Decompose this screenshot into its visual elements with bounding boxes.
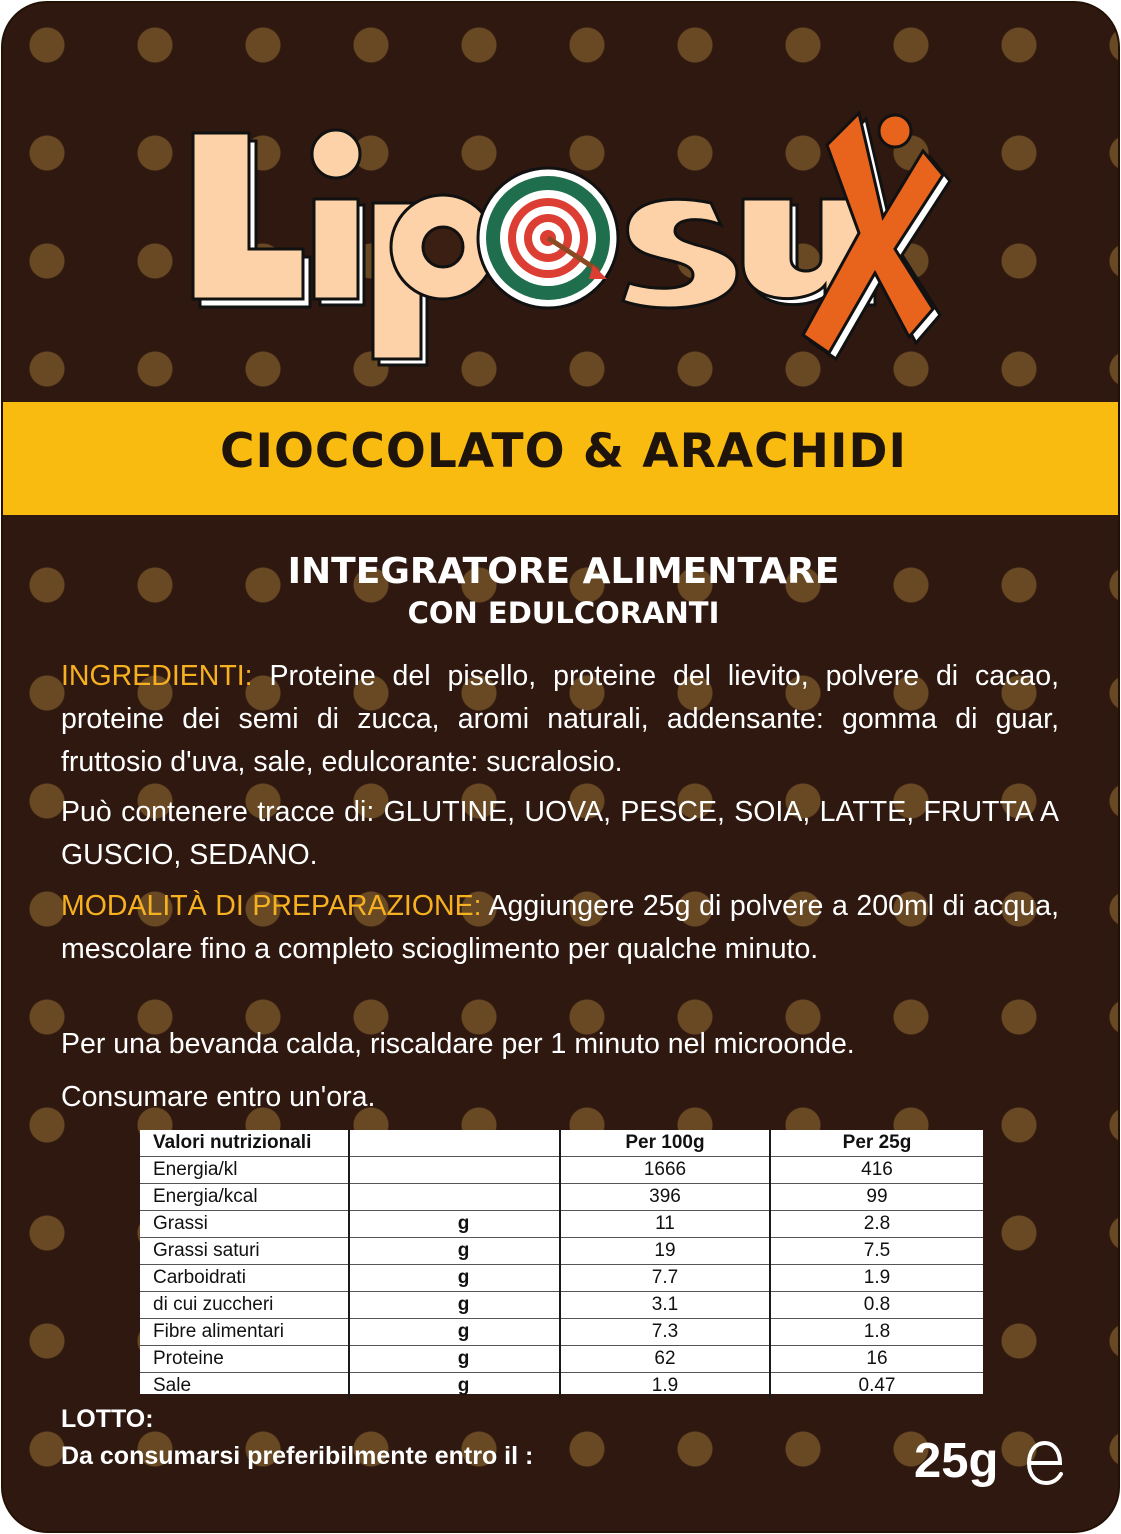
nutrient-per100: 62 xyxy=(560,1346,770,1373)
hot-drink-instruction: Per una bevanda calda, riscaldare per 1 minuto nel microonde. xyxy=(61,1028,855,1060)
nutrient-per25: 16 xyxy=(770,1346,983,1373)
logo-letter-l xyxy=(193,133,310,307)
preparation-text: Aggiungere 25g di polvere a 200ml di acqua, mescolare fino a completo scioglimento per qualche minuto. xyxy=(61,890,1059,965)
nutrient-per100: 7.3 xyxy=(560,1319,770,1346)
nutrient-per25: 416 xyxy=(770,1157,983,1184)
logo-target-icon xyxy=(478,168,618,308)
ingredients-label: INGREDIENTI: xyxy=(61,660,253,692)
nutrient-per100: 396 xyxy=(560,1184,770,1211)
nutrient-name: di cui zuccheri xyxy=(140,1292,349,1319)
nutrient-per25: 1.9 xyxy=(770,1265,983,1292)
nutrition-row xyxy=(140,1238,983,1265)
nutrition-row xyxy=(140,1373,983,1400)
logo-letter-p xyxy=(373,195,495,365)
nutrient-per100: 19 xyxy=(560,1238,770,1265)
nutrient-per25: 99 xyxy=(770,1184,983,1211)
nutrient-unit xyxy=(349,1157,560,1184)
nutrient-per25: 1.8 xyxy=(770,1319,983,1346)
preparation-paragraph xyxy=(61,885,1059,971)
nutrient-per25: 7.5 xyxy=(770,1238,983,1265)
nutrient-name: Grassi xyxy=(140,1211,349,1238)
brand-logo xyxy=(3,3,1120,403)
nutrient-unit: g xyxy=(349,1373,560,1400)
nutrient-per100: 7.7 xyxy=(560,1265,770,1292)
nutrient-name: Energia/kl xyxy=(153,1159,238,1180)
ingredients-paragraph xyxy=(61,655,1059,784)
nutrient-per100: 1666 xyxy=(560,1157,770,1184)
product-subtype: CON EDULCORANTI xyxy=(407,596,720,630)
nutrient-unit: g xyxy=(349,1346,560,1373)
expiry-label: Da consumarsi preferibilmente entro il : xyxy=(61,1442,534,1470)
nutrient-name: Energia/kcal xyxy=(140,1184,349,1211)
nutrition-table xyxy=(140,1130,983,1394)
consume-instruction: Consumare entro un'ora. xyxy=(61,1081,376,1113)
nutrition-row xyxy=(140,1157,983,1184)
nutrient-name: Proteine xyxy=(140,1346,349,1373)
nutrition-header-per100: Per 100g xyxy=(560,1130,770,1157)
nutrition-header-row xyxy=(140,1130,983,1157)
nutrient-name: Sale xyxy=(140,1373,349,1400)
nutrient-unit: g xyxy=(349,1292,560,1319)
nutrient-per100: 1.9 xyxy=(560,1373,770,1400)
nutrition-header-unit xyxy=(349,1130,560,1157)
nutrition-row xyxy=(140,1319,983,1346)
nutrition-header-per25: Per 25g xyxy=(770,1130,983,1157)
nutrient-per100: 3.1 xyxy=(560,1292,770,1319)
nutrient-unit: g xyxy=(349,1211,560,1238)
product-label xyxy=(1,1,1120,1533)
lot-label: LOTTO: xyxy=(61,1405,154,1433)
nutrient-name: Grassi saturi xyxy=(140,1238,349,1265)
logo-letter-s xyxy=(623,199,737,308)
ingredients-text: Proteine del pisello, proteine del lievito, polvere di cacao, proteine dei semi di zucca, aromi naturali, addensante: gomma di guar, fruttosio d'uva, sale, edulcorante: sucralosio. xyxy=(61,660,1059,778)
estimated-sign-icon xyxy=(1022,1431,1068,1491)
nutrient-unit: g xyxy=(349,1265,560,1292)
nutrition-row xyxy=(140,1184,983,1211)
nutrient-per100: 11 xyxy=(560,1211,770,1238)
nutrient-unit: g xyxy=(349,1238,560,1265)
product-type: INTEGRATORE ALIMENTARE xyxy=(287,551,840,592)
logo-letter-i xyxy=(312,130,364,305)
nutrient-name: Fibre alimentari xyxy=(140,1319,349,1346)
nutrient-per25: 0.8 xyxy=(770,1292,983,1319)
nutrient-name: Carboidrati xyxy=(140,1265,349,1292)
flavor-title: CIOCCOLATO & ARACHIDI xyxy=(219,424,908,479)
nutrient-unit: g xyxy=(349,1319,560,1346)
nutrient-per25: 2.8 xyxy=(770,1211,983,1238)
net-weight: 25g xyxy=(914,1434,999,1488)
allergens-paragraph: Può contenere tracce di: GLUTINE, UOVA, PESCE, SOIA, LATTE, FRUTTA A GUSCIO, SEDANO. xyxy=(61,796,1059,871)
nutrition-row xyxy=(140,1292,983,1319)
nutrient-unit xyxy=(349,1184,560,1211)
nutrition-row xyxy=(140,1346,983,1373)
nutrient-per25: 0.47 xyxy=(770,1373,983,1400)
nutrition-row xyxy=(140,1265,983,1292)
preparation-label: MODALITÀ DI PREPARAZIONE: xyxy=(61,890,482,922)
nutrition-header-name: Valori nutrizionali xyxy=(153,1132,312,1153)
nutrition-row xyxy=(140,1211,983,1238)
